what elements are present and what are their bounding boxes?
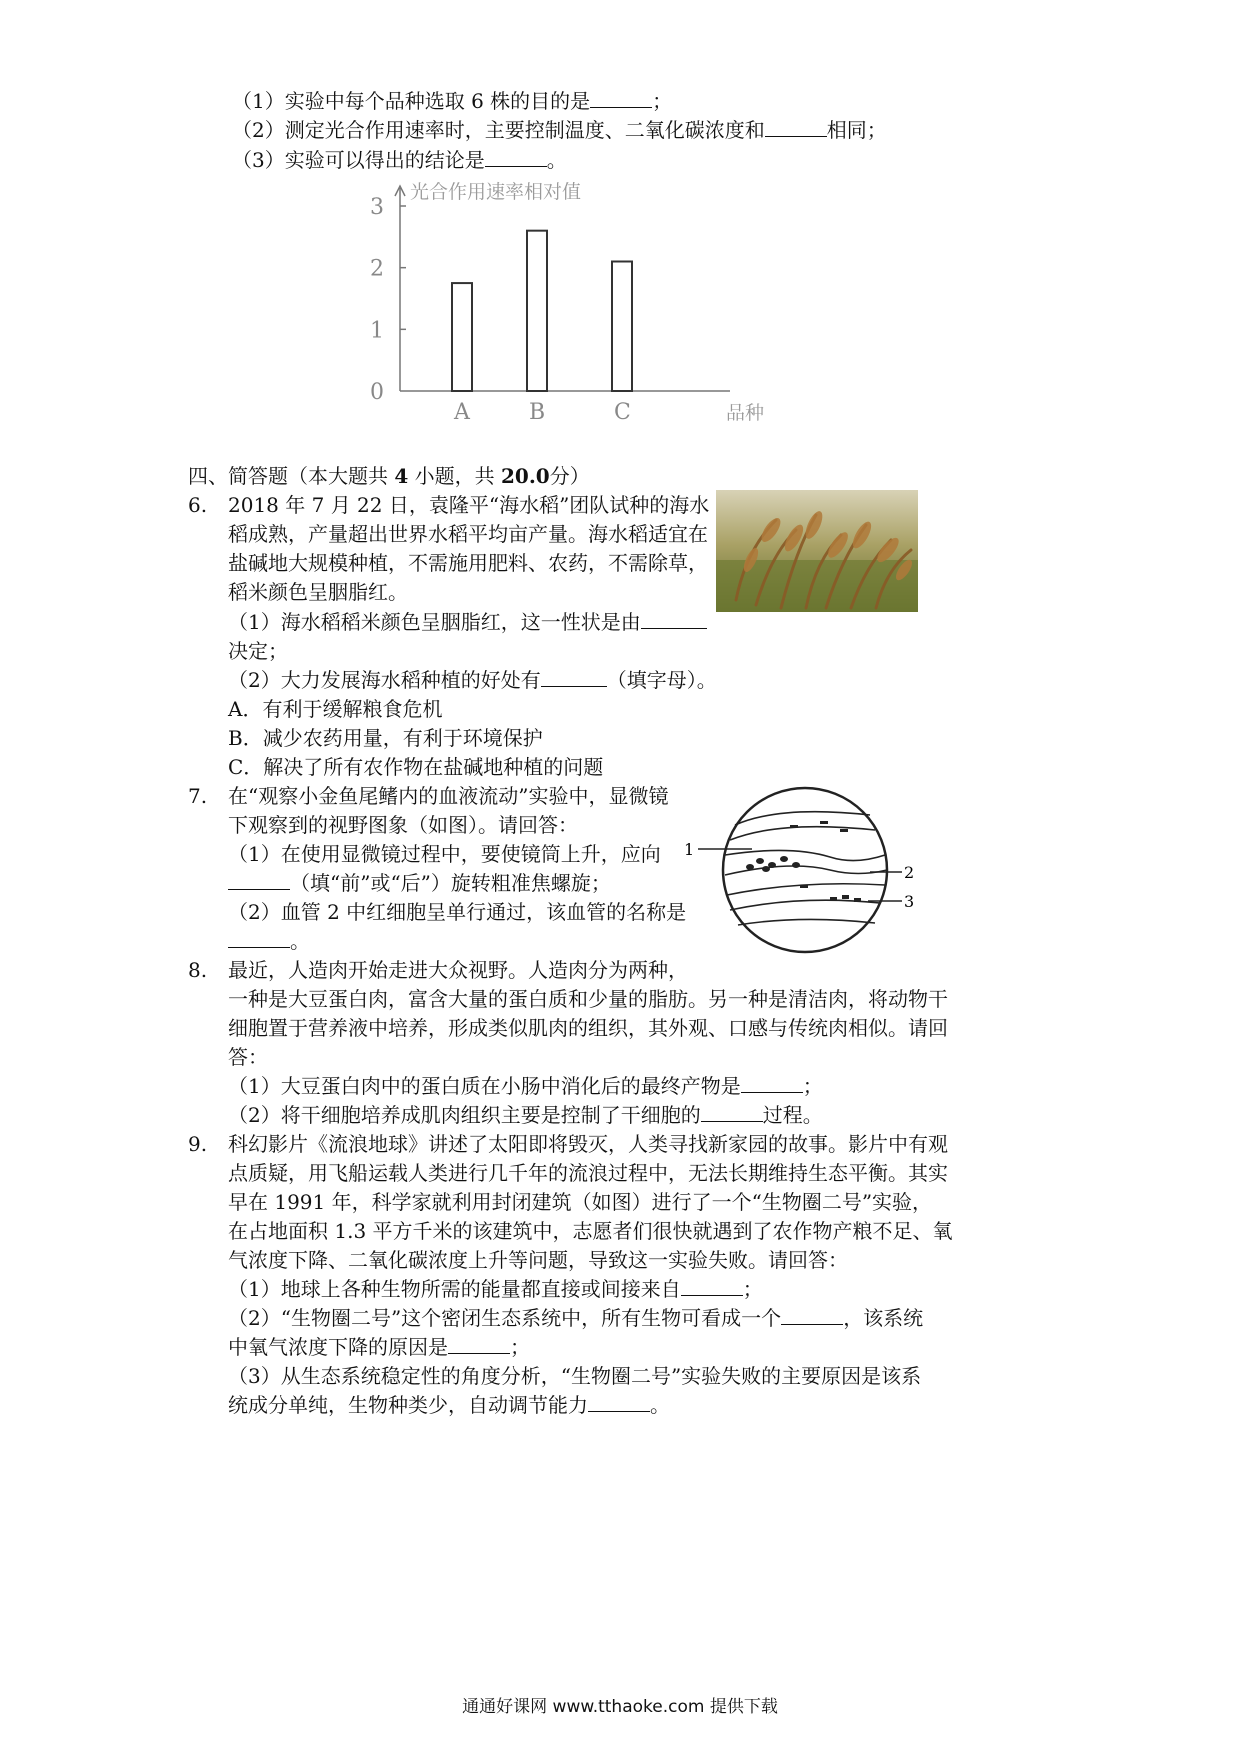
category-label: A [454, 400, 470, 425]
chart-axes [395, 186, 730, 391]
question-9-text: 早在 1991 年，科学家就利用封闭建筑（如图）进行了一个“生物圈二号”实验， [228, 1190, 933, 1214]
question-9-sub2: （2）“生物圈二号”这个密闭生态系统中，所有生物可看成一个 ，该系统 [228, 1306, 924, 1330]
answer-blank[interactable] [765, 118, 827, 137]
question-7-sub2-cont: 。 [228, 927, 310, 955]
question-8-text: 最近，人造肉开始走进大众视野。人造肉分为两种， [228, 958, 688, 982]
question-7-text: 在“观察小金鱼尾鳍内的血液流动”实验中，显微镜 [228, 784, 669, 808]
question-8-text: 细胞置于营养液中培养，形成类似肌肉的组织，其外观、口感与传统肉相似。请回 [228, 1016, 948, 1040]
question-6-number: 6. [188, 493, 208, 517]
question-8-text: 答： [228, 1045, 268, 1069]
category-label: C [614, 400, 631, 425]
answer-blank[interactable] [590, 89, 652, 108]
question-6-sub1: （1）海水稻稻米颜色呈胭脂红，这一性状是由 [228, 608, 707, 636]
bar-C [612, 262, 632, 392]
answer-blank[interactable] [741, 1074, 803, 1093]
question-7-number: 7. [188, 784, 208, 808]
bar-A [452, 283, 472, 391]
question-5-sub2: （2）测定光合作用速率时，主要控制温度、二氧化碳浓度和 相同； [232, 118, 887, 142]
question-6-sub2: （2）大力发展海水稻种植的好处有 （填字母）。 [228, 668, 717, 692]
y-tick-label: 3 [370, 195, 384, 220]
answer-blank[interactable] [228, 871, 290, 890]
y-tick-label: 1 [370, 318, 384, 344]
question-9-sub2-cont: 中氧气浓度下降的原因是 ； [228, 1335, 530, 1359]
sea-rice-photo [716, 490, 918, 612]
question-7-sub2: （2）血管 2 中红细胞呈单行通过，该血管的名称是 [228, 900, 687, 924]
question-6-text: 稻米颜色呈胭脂红。 [228, 580, 408, 604]
question-6-sub1-cont: 决定； [228, 639, 288, 663]
bar-B [527, 231, 547, 391]
label-1: 1 [684, 840, 695, 859]
microscope-field-diagram [680, 785, 920, 955]
answer-blank[interactable] [641, 610, 707, 629]
y-axis-label: 光合作用速率相对值 [410, 181, 582, 203]
answer-blank[interactable] [701, 1103, 763, 1122]
label-3: 3 [904, 892, 915, 911]
option-a: A．有利于缓解粮食危机 [228, 697, 443, 721]
question-9-sub3: （3）从生态系统稳定性的角度分析，“生物圈二号”实验失败的主要原因是该系 [228, 1364, 922, 1388]
question-6-text: 2018 年 7 月 22 日，袁隆平“海水稻”团队试种的海水 [228, 493, 710, 517]
question-9-number: 9. [188, 1132, 208, 1156]
footer-source: 通通好课网 www.tthaoke.com 提供下载 [462, 1697, 778, 1717]
question-9-text: 在占地面积 1.3 平方千米的该建筑中，志愿者们很快就遇到了农作物产粮不足、氧 [228, 1219, 953, 1243]
answer-blank[interactable] [681, 1277, 743, 1296]
question-7-sub1: （1）在使用显微镜过程中，要使镜筒上升，应向 [228, 842, 661, 866]
question-8-number: 8. [188, 958, 208, 982]
question-9-sub1: （1）地球上各种生物所需的能量都直接或间接来自 ； [228, 1277, 763, 1301]
answer-blank[interactable] [541, 668, 607, 687]
question-9-text: 科幻影片《流浪地球》讲述了太阳即将毁灭，人类寻找新家园的故事。影片中有观 [228, 1132, 948, 1156]
section-heading: 四、简答题（本大题共 4 小题，共 20.0分） [188, 464, 590, 488]
chart-bars [452, 231, 632, 391]
question-5-sub1: （1）实验中每个品种选取 6 株的目的是 ； [232, 89, 673, 113]
answer-blank[interactable] [448, 1335, 510, 1354]
question-9-text: 气浓度下降、二氧化碳浓度上升等问题，导致这一实验失败。请回答： [228, 1248, 848, 1272]
question-7-text: 下观察到的视野图象（如图）。请回答： [228, 813, 578, 837]
category-label: B [529, 400, 546, 425]
chart-labels [370, 181, 764, 425]
answer-blank[interactable] [485, 148, 547, 167]
answer-blank[interactable] [588, 1393, 650, 1412]
option-b: B．减少农药用量，有利于环境保护 [228, 726, 543, 750]
question-8-sub1: （1）大豆蛋白肉中的蛋白质在小肠中消化后的最终产物是 ； [228, 1074, 823, 1098]
question-9-text: 点质疑，用飞船运载人类进行几千年的流浪过程中，无法长期维持生态平衡。其实 [228, 1161, 948, 1185]
y-tick-label: 0 [370, 380, 384, 405]
label-2: 2 [904, 863, 915, 882]
question-9-sub3-cont: 统成分单纯，生物种类少，自动调节能力 。 [228, 1393, 670, 1417]
question-6-text: 稻成熟，产量超出世界水稻平均亩产量。海水稻适宜在 [228, 522, 708, 546]
y-tick-label: 2 [370, 256, 384, 282]
question-8-text: 一种是大豆蛋白肉，富含大量的蛋白质和少量的脂肪。另一种是清洁肉，将动物干 [228, 987, 948, 1011]
x-axis-label: 品种 [726, 402, 765, 424]
question-8-sub2: （2）将干细胞培养成肌肉组织主要是控制了干细胞的 过程。 [228, 1103, 823, 1127]
option-c: C．解决了所有农作物在盐碱地种植的问题 [228, 755, 604, 779]
answer-blank[interactable] [781, 1306, 843, 1325]
question-6-text: 盐碱地大规模种植，不需施用肥料、农药，不需除草， [228, 551, 708, 575]
answer-blank[interactable] [228, 929, 290, 948]
question-7-sub1-cont: （填“前”或“后”）旋转粗准焦螺旋； [228, 869, 611, 897]
question-5-sub3: （3）实验可以得出的结论是 。 [232, 148, 567, 172]
photosynthesis-bar-chart [360, 176, 780, 436]
